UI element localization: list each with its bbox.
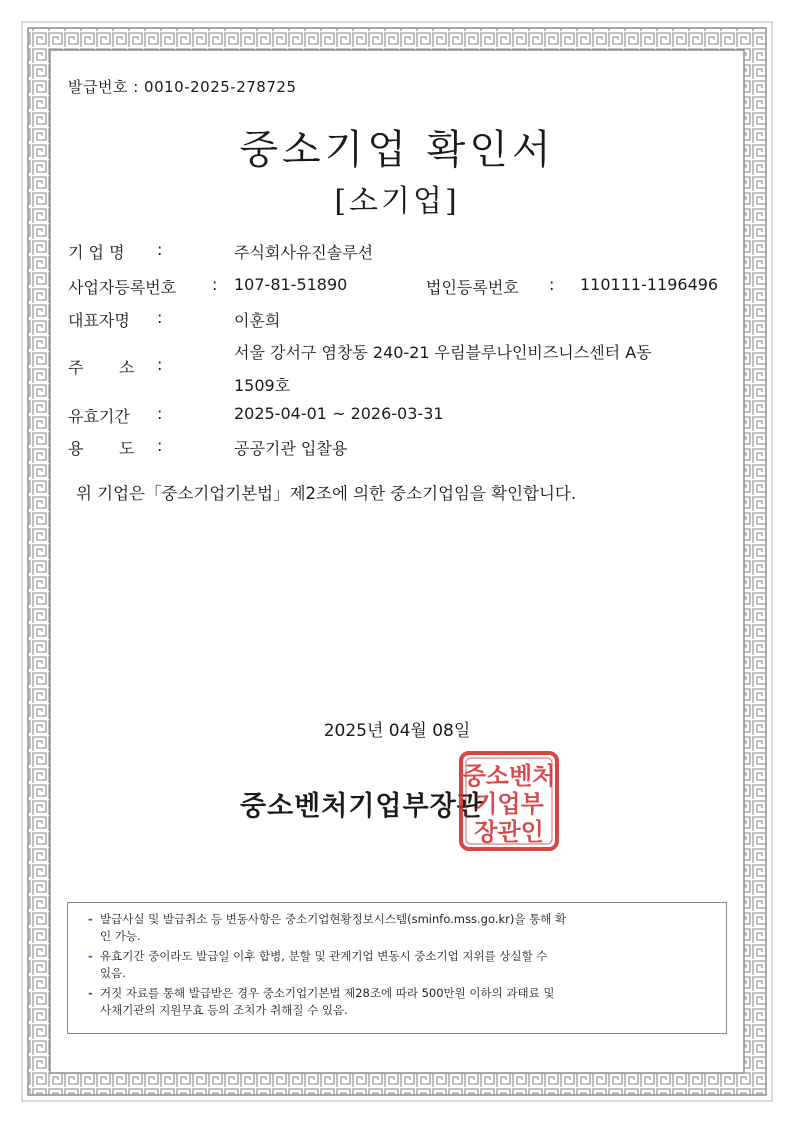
purpose-value: 공공기관 입찰용: [234, 439, 348, 458]
notice-box: [67, 902, 727, 1034]
colon: :: [157, 308, 163, 327]
company-value: 주식회사유진솔루션: [234, 243, 374, 262]
notice-text: 거짓 자료를 통해 발급받은 경우 중소기업기본법 제28조에 따라 500만원 이하의 과태료 및: [100, 986, 555, 1000]
notice-text: 인 가능.: [100, 929, 141, 943]
notice-text: 유효기간 중이라도 발급일 이후 합병, 분할 및 관계기업 변동시 중소기업 지위를 상실할 수: [100, 949, 548, 963]
purpose-label: 용 도: [68, 439, 135, 458]
confirmation-statement: 위 기업은「중소기업기본법」제2조에 의한 중소기업임을 확인합니다.: [76, 484, 577, 503]
issue-number: 발급번호 : 0010-2025-278725: [68, 78, 297, 96]
colon: :: [157, 240, 163, 259]
validity-label: 유효기간: [68, 407, 130, 426]
notice-item: [88, 985, 712, 1019]
seal-line-1: 중소벤처: [462, 762, 556, 790]
colon: :: [157, 355, 163, 374]
colon: :: [549, 275, 555, 294]
seal-line-2: 기업부: [474, 790, 544, 818]
document-title: 중소기업 확인서: [239, 127, 555, 173]
issue-date: 2025년 04월 08일: [323, 721, 471, 741]
dash-icon: -: [88, 912, 93, 926]
notice-text: 사채기관의 지원무효 등의 조치가 취해질 수 있음.: [100, 1003, 348, 1017]
notice-item: [88, 948, 712, 982]
official-seal: [458, 750, 560, 852]
business-reg-label: 사업자등록번호: [68, 278, 177, 297]
validity-value: 2025-04-01 ~ 2026-03-31: [234, 404, 444, 423]
ceo-label: 대표자명: [68, 311, 130, 330]
address-label: 주 소: [68, 358, 135, 377]
colon: :: [157, 436, 163, 455]
seal-line-3: 장관인: [474, 818, 544, 846]
document-subtitle: [소기업]: [334, 184, 460, 219]
dash-icon: -: [88, 986, 93, 1000]
colon: :: [157, 404, 163, 423]
corp-reg-label: 법인등록번호: [426, 278, 519, 297]
ceo-value: 이훈희: [234, 311, 281, 330]
notice-text: 발급사실 및 발급취소 등 변동사항은 중소기업현황정보시스템(sminfo.mss.go.kr)을 통해 확: [100, 912, 567, 926]
colon: :: [212, 275, 218, 294]
business-reg-value: 107-81-51890: [234, 275, 348, 294]
issuer-name: 중소벤처기업부장관: [240, 791, 484, 822]
corp-reg-value: 110111-1196496: [580, 275, 719, 294]
address-line-1: 서울 강서구 염창동 240-21 우림블루나인비즈니스센터 A동: [234, 343, 652, 362]
dash-icon: -: [88, 949, 93, 963]
company-label: 기 업 명: [68, 243, 125, 262]
notice-text: 있음.: [100, 966, 126, 980]
notice-item: [88, 911, 712, 945]
address-line-2: 1509호: [234, 376, 291, 395]
